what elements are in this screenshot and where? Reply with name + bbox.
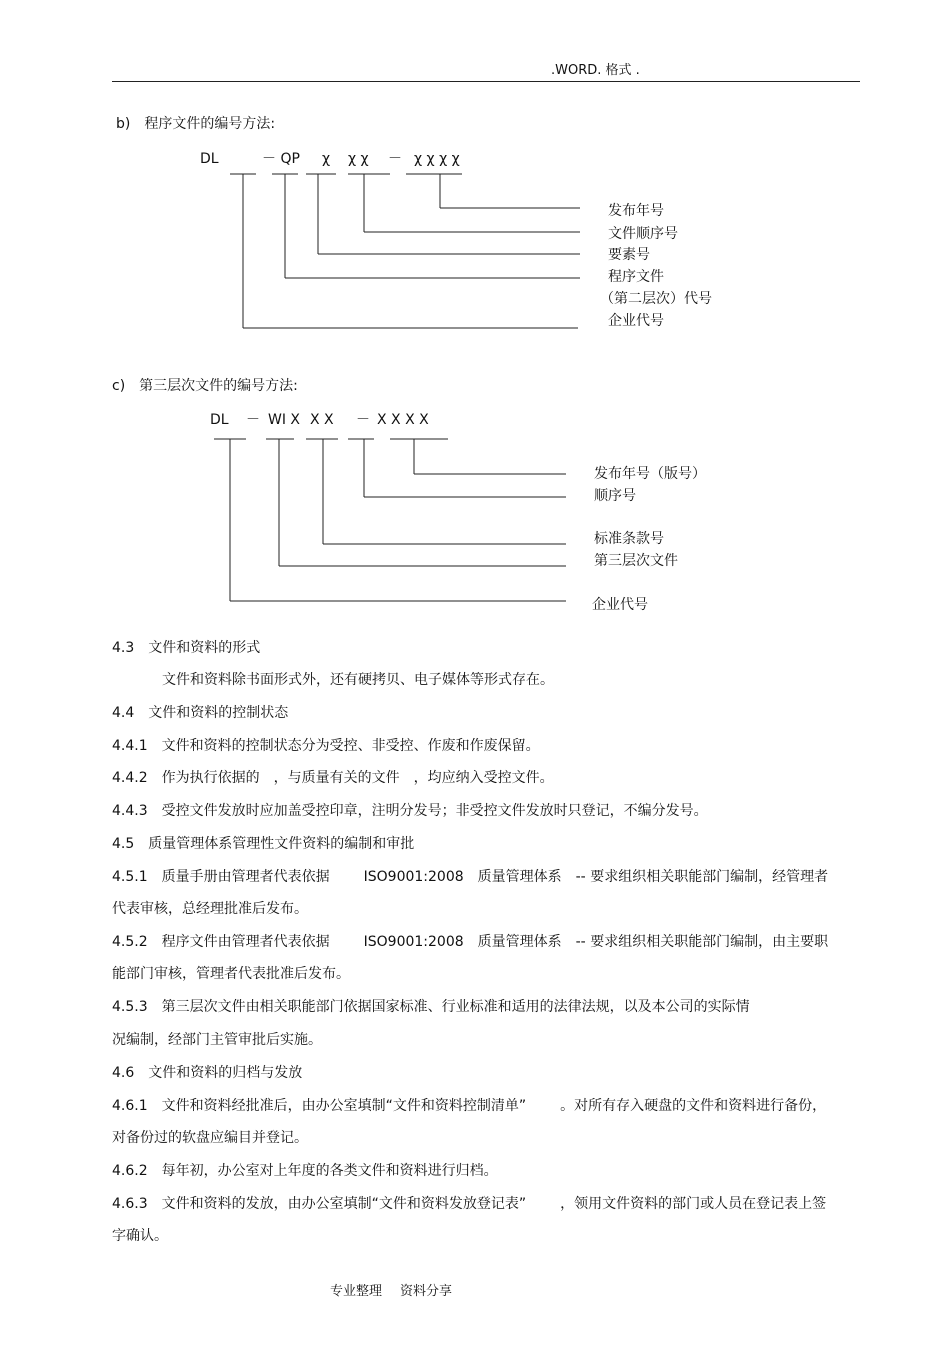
- code-c-part1: DL: [210, 412, 229, 428]
- label-c-seq: 顺序号: [594, 488, 636, 504]
- section-b-title: b) 程序文件的编号方法:: [116, 116, 276, 132]
- code-c-part4: X X: [310, 412, 334, 428]
- label-b-seq: 文件顺序号: [608, 226, 678, 242]
- para-4-3-text: 文件和资料除书面形式外，还有硬拷贝、电子媒体等形式存在。: [162, 672, 554, 688]
- para-4-4-1: 4.4.1 文件和资料的控制状态分为受控、非受控、作废和作废保留。: [112, 738, 540, 754]
- para-4-5-1-lead: 4.5.1 质量手册由管理者代表依据: [112, 869, 330, 885]
- footer-right: 资料分享: [400, 1284, 453, 1299]
- page-header: .WORD. 格式 .: [551, 63, 640, 78]
- heading-4-4: 4.4 文件和资料的控制状态: [112, 705, 289, 721]
- para-4-5-1-rest: ISO9001:2008 质量管理体系 -- 要求组织相关职能部门编制，经管理者代表审核，总经理批准后发布。: [112, 869, 829, 917]
- heading-4-6: 4.6 文件和资料的归档与发放: [112, 1065, 303, 1081]
- footer-left: 专业整理: [330, 1284, 383, 1299]
- label-c-company: 企业代号: [592, 597, 648, 613]
- code-c-part2: －: [246, 412, 260, 428]
- label-c-level3: 第三层次文件: [594, 553, 678, 569]
- diagram-b-lines: [230, 174, 580, 328]
- code-b-part3: χ: [322, 151, 331, 167]
- para-4-5-3: 4.5.3 第三层次文件由相关职能部门依据国家标准、行业标准和适用的法律法规，以及本公司的实际情: [112, 999, 750, 1015]
- code-c-part5: －: [356, 412, 370, 428]
- para-4-5-2-lead: 4.5.2 程序文件由管理者代表依据: [112, 934, 330, 950]
- label-b-procedure: 程序文件: [608, 269, 664, 285]
- code-b-part2: － QP: [262, 151, 300, 167]
- label-c-year: 发布年号（版号）: [594, 466, 706, 482]
- para-4-6-3-rest: ，领用文件资料的部门或人员在登记表上签字确认。: [112, 1196, 827, 1244]
- para-4-4-2: 4.4.2 作为执行依据的 ，与质量有关的文件 ，均应纳入受控文件。: [112, 770, 554, 786]
- diagram-c-lines: [214, 439, 566, 601]
- code-b-part1: DL: [200, 151, 219, 167]
- label-b-year: 发布年号: [608, 203, 664, 219]
- para-4-5-1: [112, 861, 834, 925]
- code-c-part6: X X X X: [377, 412, 429, 428]
- label-b-company: 企业代号: [608, 313, 664, 329]
- para-4-6-2: 4.6.2 每年初，办公室对上年度的各类文件和资料进行归档。: [112, 1163, 498, 1179]
- para-4-6-3: [112, 1188, 834, 1252]
- para-4-6-1: [112, 1090, 834, 1154]
- label-b-level2: （第二层次）代号: [600, 291, 712, 307]
- code-b-part4: χ χ: [348, 151, 369, 167]
- para-4-5-2-rest: ISO9001:2008 质量管理体系 -- 要求组织相关职能部门编制，由主要职能部门审核，管理者代表批准后发布。: [112, 934, 829, 982]
- para-4-6-1-lead: 4.6.1 文件和资料经批准后，由办公室填制“文件和资料控制清单”: [112, 1098, 527, 1114]
- para-4-6-3-lead: 4.6.3 文件和资料的发放，由办公室填制“文件和资料发放登记表”: [112, 1196, 527, 1212]
- para-4-4-3: 4.4.3 受控文件发放时应加盖受控印章，注明分发号；非受控文件发放时只登记，不编分发号。: [112, 803, 708, 819]
- section-c-title: c) 第三层次文件的编号方法:: [112, 378, 298, 394]
- para-4-6-1-rest: 。对所有存入硬盘的文件和资料进行备份，对备份过的软盘应编目并登记。: [112, 1098, 827, 1146]
- code-b-part5: －: [388, 151, 402, 167]
- heading-4-5: 4.5 质量管理体系管理性文件资料的编制和审批: [112, 836, 415, 852]
- code-b-part6: χ χ χ χ: [414, 151, 460, 167]
- code-c-part3: WI X: [268, 412, 301, 428]
- para-4-5-3-cont: 况编制，经部门主管审批后实施。: [112, 1032, 322, 1048]
- label-b-element: 要素号: [608, 247, 650, 263]
- heading-4-3: 4.3 文件和资料的形式: [112, 640, 261, 656]
- para-4-5-2: [112, 926, 834, 990]
- label-c-clause: 标准条款号: [594, 531, 664, 547]
